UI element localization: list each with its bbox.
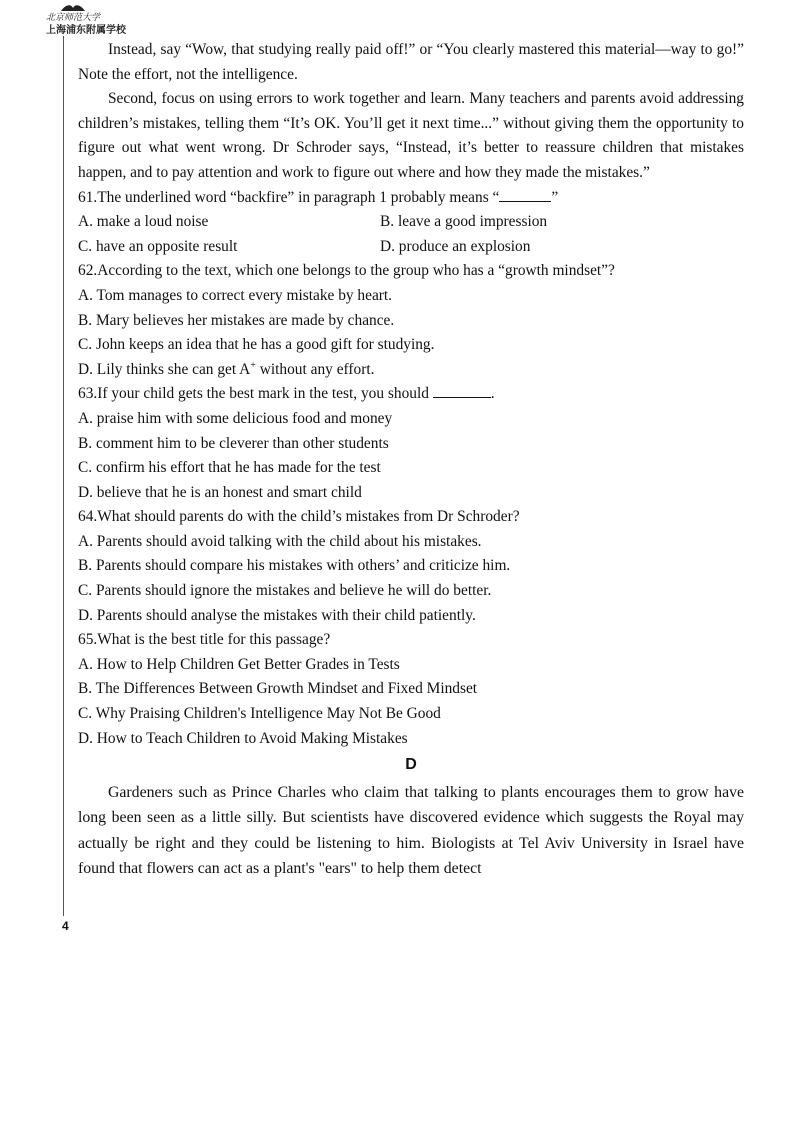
option-d: D. produce an explosion bbox=[380, 237, 531, 255]
option-b: B. leave a good impression bbox=[380, 213, 548, 231]
logo-text-line1: 北京师范大学 bbox=[46, 12, 101, 22]
option-b: B. Parents should compare his mistakes with others’ and criticize him. bbox=[78, 557, 511, 575]
option-a: A. make a loud noise bbox=[78, 213, 209, 231]
question-stem: 62.According to the text, which one belongs to the group who has a “growth mindset”? bbox=[78, 262, 615, 280]
question-62 bbox=[78, 259, 744, 382]
answer-blank bbox=[499, 187, 551, 202]
question-63 bbox=[78, 382, 744, 505]
question-stem bbox=[78, 382, 744, 407]
option-d-text: D. Lily thinks she can get A bbox=[78, 360, 251, 378]
option-c: C. confirm his effort that he has made for the test bbox=[78, 459, 381, 477]
option-d: D. Parents should analyse the mistakes with their child patiently. bbox=[78, 606, 476, 624]
section-heading: D bbox=[405, 756, 417, 774]
option-d-text-end: without any effort. bbox=[255, 360, 375, 378]
option-c: C. Parents should ignore the mistakes and believe he will do better. bbox=[78, 582, 492, 600]
page-content bbox=[78, 38, 744, 882]
option-a: A. praise him with some delicious food and money bbox=[78, 409, 393, 427]
logo-text-line2: 上海浦东附属学校 bbox=[46, 25, 126, 36]
option-a: A. Tom manages to correct every mistake by heart. bbox=[78, 286, 393, 304]
school-logo bbox=[40, 2, 130, 34]
question-64 bbox=[78, 505, 744, 628]
question-stem bbox=[78, 186, 744, 211]
option-c: C. Why Praising Children's Intelligence May Not Be Good bbox=[78, 705, 441, 723]
option-d bbox=[78, 358, 744, 383]
passage-d-paragraph: Gardeners such as Prince Charles who claim that talking to plants encourages them to grow have long been seen as a little silly. But scientists have discovered evidence which suggests the Royal may actually be right and they could be listening to him. Biologists at Tel Aviv University in Israel have found that flowers can act as a plant's "ears" to help them detect bbox=[78, 783, 744, 878]
option-a: A. Parents should avoid talking with the child about his mistakes. bbox=[78, 532, 482, 550]
paragraph-praise-effort: Instead, say “Wow, that studying really paid off!” or “You clearly mastered this material—way to go!” Note the effort, not the intelligence. bbox=[78, 41, 744, 83]
superscript-plus: + bbox=[250, 359, 256, 371]
stem-text: 61.The underlined word “backfire” in paragraph 1 probably means “ bbox=[78, 188, 500, 206]
stem-text-end: ” bbox=[551, 188, 559, 206]
question-61 bbox=[78, 186, 744, 260]
option-a: A. How to Help Children Get Better Grades in Tests bbox=[78, 655, 400, 673]
stem-text: 63.If your child gets the best mark in the test, you should bbox=[78, 385, 433, 403]
question-stem: 65.What is the best title for this passage? bbox=[78, 631, 331, 649]
margin-rule bbox=[63, 36, 64, 916]
stem-text-end: . bbox=[490, 385, 495, 403]
question-65 bbox=[78, 628, 744, 751]
option-d: D. believe that he is an honest and smart child bbox=[78, 483, 362, 501]
option-c: C. have an opposite result bbox=[78, 237, 238, 255]
page-number: 4 bbox=[62, 919, 69, 933]
answer-blank bbox=[433, 383, 491, 398]
question-stem: 64.What should parents do with the child’s mistakes from Dr Schroder? bbox=[78, 508, 520, 526]
option-b: B. The Differences Between Growth Mindset and Fixed Mindset bbox=[78, 680, 478, 698]
option-c: C. John keeps an idea that he has a good gift for studying. bbox=[78, 336, 435, 354]
paragraph-errors: Second, focus on using errors to work together and learn. Many teachers and parents avoid addressing children’s mistakes, telling them “It’s OK. You’ll get it next time...” without giving them the opportunity to figure out what went wrong. Dr Schroder says, “Instead, it’s better to reassure children that mistakes happen, and to pay attention and work to figure out where and how they made the mistakes.” bbox=[78, 90, 744, 181]
option-d: D. How to Teach Children to Avoid Making Mistakes bbox=[78, 729, 408, 747]
option-b: B. Mary believes her mistakes are made by chance. bbox=[78, 311, 395, 329]
options-row bbox=[78, 210, 744, 235]
option-b: B. comment him to be cleverer than other students bbox=[78, 434, 389, 452]
options-row bbox=[78, 235, 744, 260]
